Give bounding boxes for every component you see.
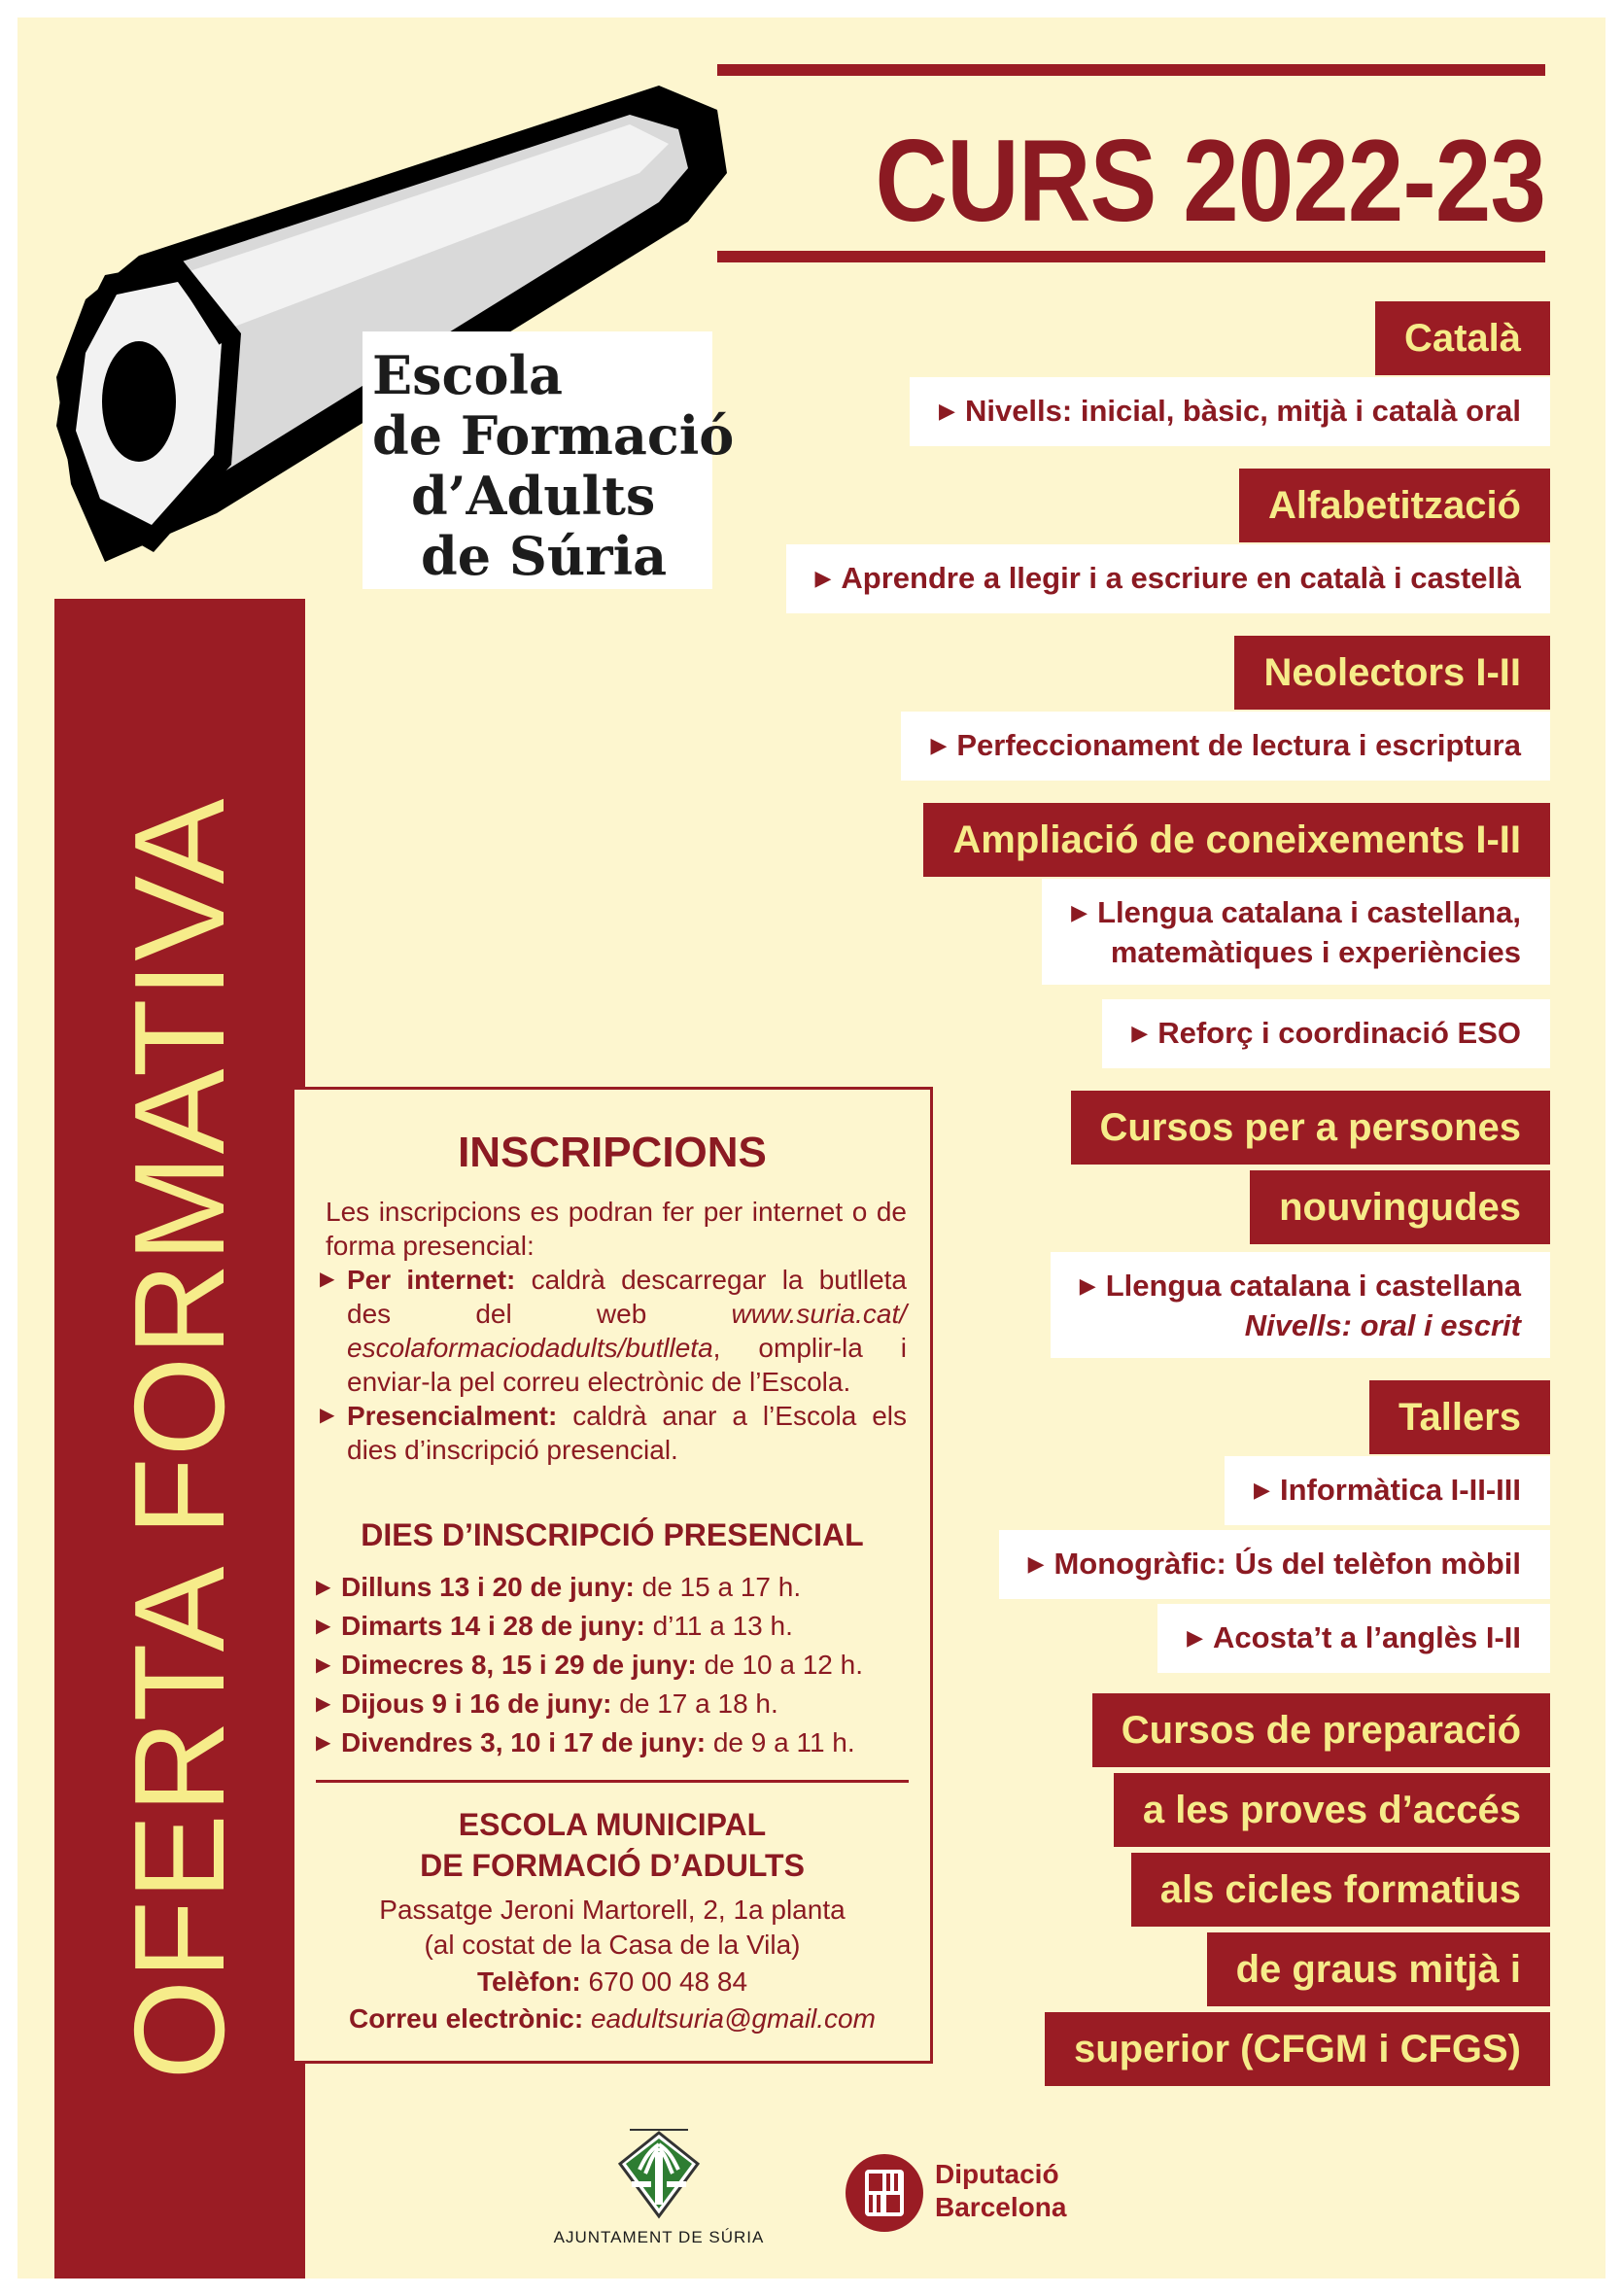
course-desc-tallers-3 <box>1157 1604 1550 1673</box>
course-title-nouvinguts-2: nouvingudes <box>1250 1170 1550 1244</box>
inscriptions-intro: Les inscripcions es podran fer per internet o de forma presencial: <box>326 1197 907 1261</box>
inscription-day-row <box>316 1725 855 1760</box>
school-name-line-1: Escola <box>372 344 563 406</box>
triangle-bullet-icon: ▶ <box>1027 1551 1045 1576</box>
triangle-bullet-icon: ▶ <box>320 1405 335 1426</box>
inscription-day-time: d’11 a 13 h. <box>644 1611 793 1641</box>
internet-text-2: , omplir-la i enviar-la pel correu electrònic de l’Escola. <box>347 1333 907 1397</box>
triangle-bullet-icon: ▶ <box>930 733 948 757</box>
inscription-days-title: DIES D’INSCRIPCIÓ PRESENCIAL <box>361 1517 864 1552</box>
course-desc-tallers-3-text: Acosta’t a l’anglès I-II <box>1213 1620 1521 1654</box>
diputacio-emblem-icon <box>844 2152 925 2234</box>
course-desc-tallers-2-text: Monogràfic: Ús del telèfon mòbil <box>1053 1547 1521 1581</box>
course-desc-neolectors <box>901 712 1550 781</box>
triangle-bullet-icon: ▶ <box>316 1616 331 1637</box>
course-desc-catala-text: Nivells: inicial, bàsic, mitjà i català oral <box>964 394 1521 428</box>
course-desc-ampliacio-1 <box>1042 879 1550 985</box>
school-name-line-3: d’Adults <box>411 465 656 527</box>
school-phone <box>294 1965 930 2000</box>
course-desc-alfabetitzacio-text: Aprendre a llegir i a escriure en català i castellà <box>841 561 1521 595</box>
email-label: Correu electrònic: <box>349 2003 584 2034</box>
internet-text-1: caldrà descarregar la butlleta des del web <box>347 1265 907 1329</box>
offer-banner-text: OFERTA FORMATIVA <box>108 797 251 2080</box>
triangle-bullet-icon: ▶ <box>316 1732 331 1754</box>
course-year-title: CURS 2022-23 <box>875 116 1545 246</box>
internet-label: Per internet: <box>347 1265 516 1295</box>
course-title-ampliacio: Ampliació de coneixements I-II <box>923 803 1550 877</box>
triangle-bullet-icon: ▶ <box>316 1693 331 1715</box>
course-title-tallers: Tallers <box>1369 1380 1550 1454</box>
course-desc-ampliacio-line-2: matemàtiques i experiències <box>1110 935 1521 969</box>
inscriptions-divider <box>316 1780 909 1783</box>
diputacio-label <box>935 2158 1066 2224</box>
inscription-day-row <box>316 1609 793 1644</box>
diputacio-logo <box>844 2152 1135 2249</box>
header-rule-top <box>717 64 1545 76</box>
inscription-day-label: Dilluns 13 i 20 de juny: <box>341 1572 635 1602</box>
school-name-label <box>363 331 735 589</box>
triangle-bullet-icon: ▶ <box>320 1269 335 1290</box>
course-desc-nouvinguts-line-1: Llengua catalana i castellana <box>1105 1269 1521 1303</box>
triangle-bullet-icon: ▶ <box>1187 1625 1204 1650</box>
school-address-street: Passatge Jeroni Martorell, 2, 1a planta <box>379 1895 846 1925</box>
school-name-line-2: de Formació <box>372 404 735 467</box>
diputacio-label-line-2: Barcelona <box>935 2192 1067 2222</box>
inscription-day-label: Dijous 9 i 16 de juny: <box>341 1688 612 1719</box>
triangle-bullet-icon: ▶ <box>814 566 832 590</box>
email-link[interactable]: eadultsuria@gmail.com <box>583 2003 876 2034</box>
course-title-preparacio-1: Cursos de preparació <box>1092 1693 1550 1767</box>
ajuntament-label: AJUNTAMENT DE SÚRIA <box>553 2228 765 2246</box>
course-desc-neolectors-text: Perfeccionament de lectura i escriptura <box>956 728 1521 762</box>
presencial-label: Presencialment: <box>347 1401 558 1431</box>
ajuntament-shield-icon <box>542 2123 776 2224</box>
inscriptions-presencial <box>320 1399 907 1467</box>
inscription-day-time: de 10 a 12 h. <box>696 1650 864 1680</box>
inscription-day-row <box>316 1687 778 1722</box>
course-title-preparacio-3: als cicles formatius <box>1131 1853 1550 1927</box>
ajuntament-logo <box>542 2123 776 2269</box>
course-desc-tallers-1-text: Informàtica I-II-III <box>1279 1473 1521 1507</box>
course-desc-ampliacio-line-1: Llengua catalana i castellana, <box>1097 895 1521 929</box>
course-title-catala: Català <box>1375 301 1550 375</box>
inscription-day-time: de 15 a 17 h. <box>634 1572 802 1602</box>
header-rule-bottom <box>717 251 1545 262</box>
course-desc-nouvinguts-line-2: Nivells: oral i escrit <box>1244 1308 1521 1342</box>
inscription-day-label: Dimecres 8, 15 i 29 de juny: <box>341 1650 697 1680</box>
course-title-preparacio-5: superior (CFGM i CFGS) <box>1045 2012 1550 2086</box>
inscription-day-time: de 17 a 18 h. <box>611 1688 778 1719</box>
triangle-bullet-icon: ▶ <box>1254 1478 1270 1502</box>
phone-value: 670 00 48 84 <box>580 1966 748 1997</box>
course-desc-tallers-1 <box>1225 1456 1550 1525</box>
triangle-bullet-icon: ▶ <box>316 1654 331 1676</box>
course-title-nouvinguts-1: Cursos per a persones <box>1071 1091 1551 1165</box>
triangle-bullet-icon: ▶ <box>1071 900 1088 924</box>
triangle-bullet-icon: ▶ <box>1131 1021 1149 1045</box>
course-desc-catala <box>910 377 1550 446</box>
poster <box>17 17 1606 2279</box>
course-title-neolectors: Neolectors I-II <box>1234 636 1550 710</box>
school-address-name-2: DE FORMACIÓ D’ADULTS <box>420 1848 805 1883</box>
course-desc-ampliacio-2 <box>1102 999 1550 1068</box>
internet-url-link[interactable]: www.suria.cat/ escolaformaciodadults/butlleta <box>347 1299 907 1363</box>
course-title-preparacio-2: a les proves d’accés <box>1114 1773 1550 1847</box>
diputacio-label-line-1: Diputació <box>935 2159 1059 2189</box>
inscription-day-time: de 9 a 11 h. <box>706 1727 855 1757</box>
inscription-day-row <box>316 1648 863 1683</box>
course-desc-alfabetitzacio <box>786 544 1551 613</box>
triangle-bullet-icon: ▶ <box>316 1577 331 1598</box>
triangle-bullet-icon: ▶ <box>1079 1273 1096 1298</box>
course-title-preparacio-4: de graus mitjà i <box>1207 1932 1550 2006</box>
offer-banner <box>54 599 305 2279</box>
course-desc-nouvinguts <box>1051 1252 1550 1358</box>
inscription-day-label: Dimarts 14 i 28 de juny: <box>341 1611 645 1641</box>
course-title-alfabetitzacio: Alfabetització <box>1239 469 1550 542</box>
school-name-line-4: de Súria <box>421 525 668 587</box>
inscriptions-box <box>292 1087 933 2064</box>
course-desc-ampliacio-2-text: Reforç i coordinació ESO <box>1157 1016 1521 1050</box>
course-desc-tallers-2 <box>999 1530 1550 1599</box>
phone-label: Telèfon: <box>476 1966 581 1997</box>
triangle-bullet-icon: ▶ <box>939 399 955 423</box>
inscription-day-row <box>316 1570 801 1605</box>
school-email <box>294 2001 930 2036</box>
school-address-name-1: ESCOLA MUNICIPAL <box>458 1807 767 1842</box>
school-address-note: (al costat de la Casa de la Vila) <box>424 1930 801 1960</box>
inscription-day-label: Divendres 3, 10 i 17 de juny: <box>341 1727 707 1757</box>
presencial-text: caldrà anar a l’Escola els dies d’inscripció presencial. <box>347 1401 907 1465</box>
inscriptions-title: INSCRIPCIONS <box>458 1129 767 1176</box>
inscriptions-internet <box>320 1263 907 1399</box>
